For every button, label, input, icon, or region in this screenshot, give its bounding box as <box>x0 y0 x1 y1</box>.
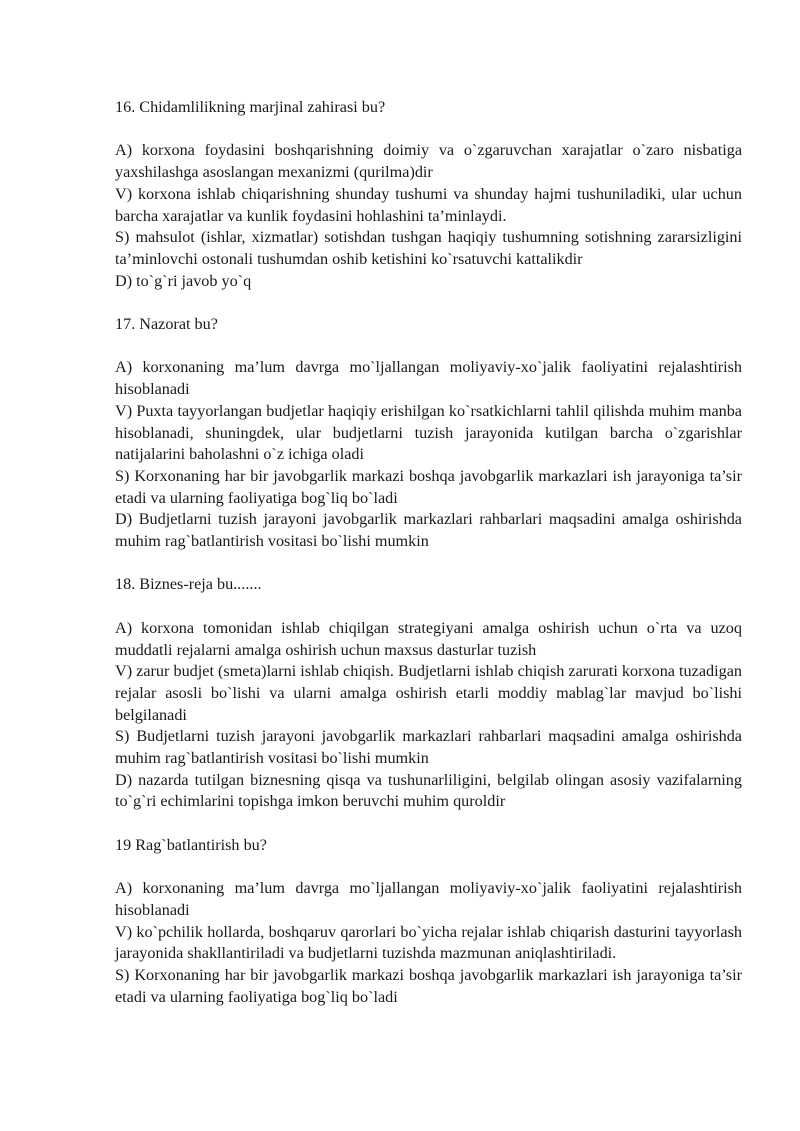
document-page <box>115 97 742 1030</box>
answer-option-a: A) korxona tomonidan ishlab chiqilgan strategiyani amalga oshirish uchun o`rta va uzoq muddatli rejalarni amalga oshirish uchun maxsus dasturlar tuzish <box>115 618 742 659</box>
question-title: 19 Rag`batlantirish bu? <box>115 835 267 854</box>
answer-option-s: S) Korxonaning har bir javobgarlik markazi boshqa javobgarlik markazlari ish jarayoniga ta’sir etadi va ularning faoliyatiga bog`liq bo`ladi <box>115 966 742 1006</box>
question-17 <box>115 314 742 553</box>
answer-option-s: S) Korxonaning har bir javobgarlik markazi boshqa javobgarlik markazlari ish jarayoniga ta’sir etadi va ularning faoliyatiga bog`liq bo`ladi <box>115 466 742 507</box>
answer-option-a: A) korxonaning ma’lum davrga mo`ljallangan moliyaviy-xo`jalik faoliyatini rejalashtirish hisoblanadi <box>115 358 742 399</box>
question-18 <box>115 574 742 813</box>
answer-option-v: V) zarur budjet (smeta)larni ishlab chiqish. Budjetlarni ishlab chiqish zarurati korxona tuzadigan rejalar asosli bo`lishi va ularni amalga oshirish etarli moddiy mablag`lar mavjud bo`lishi belgilanadi <box>115 662 742 724</box>
question-title: 16. Chidamlilikning marjinal zahirasi bu? <box>115 98 386 116</box>
answer-option-s: S) mahsulot (ishlar, xizmatlar) sotishdan tushgan haqiqiy tushumning sotishning zararsizligini ta’minlovchi ostonali tushumdan oshib ketishini ko`rsatuvchi kattalikdir <box>115 228 742 268</box>
answer-option-a: A) korxona foydasini boshqarishning doimiy va o`zgaruvchan xarajatlar o`zaro nisbatiga yaxshilashga asoslangan mexanizmi (qurilma)dir <box>115 141 742 182</box>
answer-option-d: D) nazarda tutilgan biznesning qisqa va tushunarliligini, belgilab olingan asosiy vazifalarning to`g`ri echimlarini topishga imkon beruvchi muhim quroldir <box>115 770 742 811</box>
question-19 <box>115 835 742 1009</box>
question-16 <box>115 97 742 292</box>
answer-option-a: A) korxonaning ma’lum davrga mo`ljallangan moliyaviy-xo`jalik faoliyatini rejalashtirish hisoblanadi <box>115 879 742 919</box>
question-title: 17. Nazorat bu? <box>115 315 218 333</box>
question-title: 18. Biznes-reja bu....... <box>115 575 262 594</box>
answer-option-v: V) korxona ishlab chiqarishning shunday tushumi va shunday hajmi tushuniladiki, ular uchun barcha xarajatlar va kunlik foydasini hohlashini ta’minlaydi. <box>115 184 742 225</box>
answer-option-v: V) ko`pchilik hollarda, boshqaruv qarorlari bo`yicha rejalar ishlab chiqarish dasturini tayyorlash jarayonida shakllantiriladi va budjetlarni tuzishda mazmunan aniqlashtiriladi. <box>115 922 742 963</box>
answer-option-s: S) Budjetlarni tuzish jarayoni javobgarlik markazlari rahbarlari maqsadini amalga oshirishda muhim rag`batlantirish vositasi bo`lishi mumkin <box>115 727 742 768</box>
answer-option-d: D) Budjetlarni tuzish jarayoni javobgarlik markazlari rahbarlari maqsadini amalga oshirishda muhim rag`batlantirish vositasi bo`lishi mumkin <box>115 510 742 551</box>
answer-option-v: V) Puxta tayyorlangan budjetlar haqiqiy erishilgan ko`rsatkichlarni tahlil qilishda muhim manba hisoblanadi, shuningdek, ular budjetlarni tuzish jarayonida kutilgan barcha o`zgarishlar natijalarini baholashni o`z ichiga oladi <box>115 401 742 464</box>
answer-option-d: D) to`g`ri javob yo`q <box>115 271 252 290</box>
